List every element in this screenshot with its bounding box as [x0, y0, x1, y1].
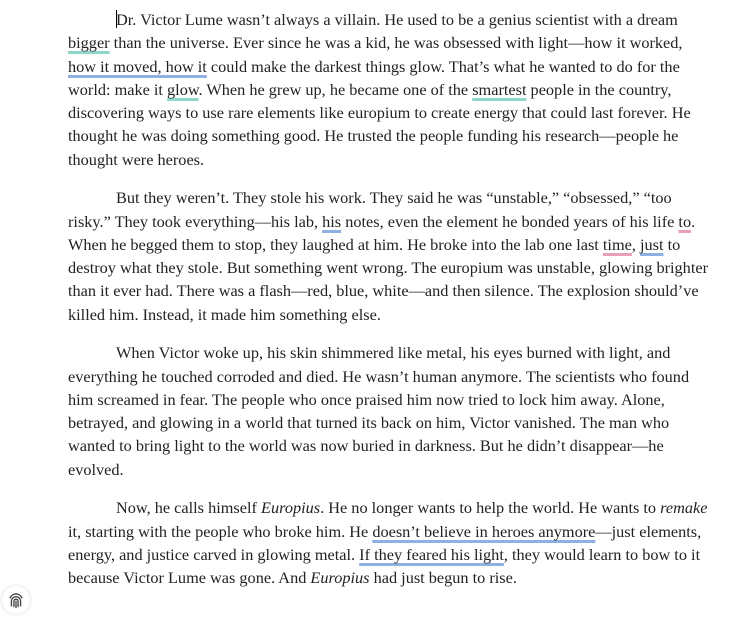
text-run: . When he begged them to stop, they laughed at him. He broke into the lab one last	[68, 211, 696, 254]
text-run: had just begun to rise.	[369, 568, 517, 588]
paragraph-1	[68, 8, 708, 171]
text-run: than the universe. Ever since he was a kid, he was obsessed with light—how it worked,	[109, 33, 683, 53]
suggestion-underline[interactable]: bigger	[68, 33, 110, 53]
italic-text: Europius	[261, 498, 321, 518]
suggestion-underline[interactable]: how it moved, how it	[68, 56, 207, 76]
italic-text: Europius	[310, 568, 370, 588]
text-run: But they weren’t. They stole his work. They said he was “unstable,” “obsessed,” “too risky.” They took everything—his lab,	[68, 188, 672, 231]
text-run: people in the country, discovering ways to use rare elements like europium to create energy that could last forever. He thought he was doing something good. He trusted the people funding his research—people he thought were heroes.	[68, 79, 691, 169]
suggestion-underline[interactable]: doesn’t believe in heroes anymore	[372, 521, 596, 541]
suggestion-underline[interactable]: his	[322, 211, 342, 231]
text-run: When Victor woke up, his skin shimmered like metal, his eyes burned with light, and everything he touched corroded and died. He wasn’t human anymore. The scientists who found him screamed in fear. The people who once praised him now tried to lock him away. Alone, betrayed, and glowing in a world that turned its back on him, Victor vanished. The man who wanted to bring light to the world was now buried in darkness. But he didn’t disappear—he evolved.	[68, 343, 690, 479]
text-run: notes, even the element he bonded years of his life	[341, 211, 679, 231]
paragraph-4	[68, 496, 708, 589]
text-run: to destroy what they stole. But something went wrong. The europium was unstable, glowing brighter than it ever had. There was a flash—red, blue, white—and then silence. The explosion should’ve killed him. Instead, it made him something else.	[68, 234, 708, 324]
paragraph-2	[68, 186, 708, 326]
text-run: Now, he calls himself	[116, 498, 261, 518]
floating-action-button[interactable]	[2, 586, 30, 614]
suggestion-underline[interactable]: time	[602, 234, 632, 254]
text-run: —just elements, energy, and justice carved in glowing metal.	[68, 521, 702, 564]
text-run: ,	[631, 234, 640, 254]
text-run: it, starting with the people who broke him. He	[68, 521, 373, 541]
suggestion-underline[interactable]: glow	[167, 79, 199, 99]
suggestion-underline[interactable]: smartest	[472, 79, 527, 99]
document-body[interactable]	[68, 8, 708, 605]
italic-text: remake	[660, 498, 708, 518]
text-run: , they would learn to bow to it because Victor Lume was gone. And	[68, 544, 701, 588]
text-run: could make the darkest things glow. That’s what he wanted to do for the world: make it	[68, 56, 680, 99]
suggestion-underline[interactable]: to	[678, 211, 692, 231]
text-run: Dr. Victor Lume wasn’t always a villain. He used to be a genius scientist with a dream	[116, 10, 678, 29]
suggestion-underline[interactable]: If they feared his light	[359, 544, 504, 564]
paragraph-3	[68, 341, 708, 481]
fingerprint-icon	[6, 590, 26, 610]
text-run: . He no longer wants to help the world. He wants to	[320, 498, 661, 518]
suggestion-underline[interactable]: just	[639, 234, 664, 254]
text-run: . When he grew up, he became one of the	[198, 79, 473, 99]
